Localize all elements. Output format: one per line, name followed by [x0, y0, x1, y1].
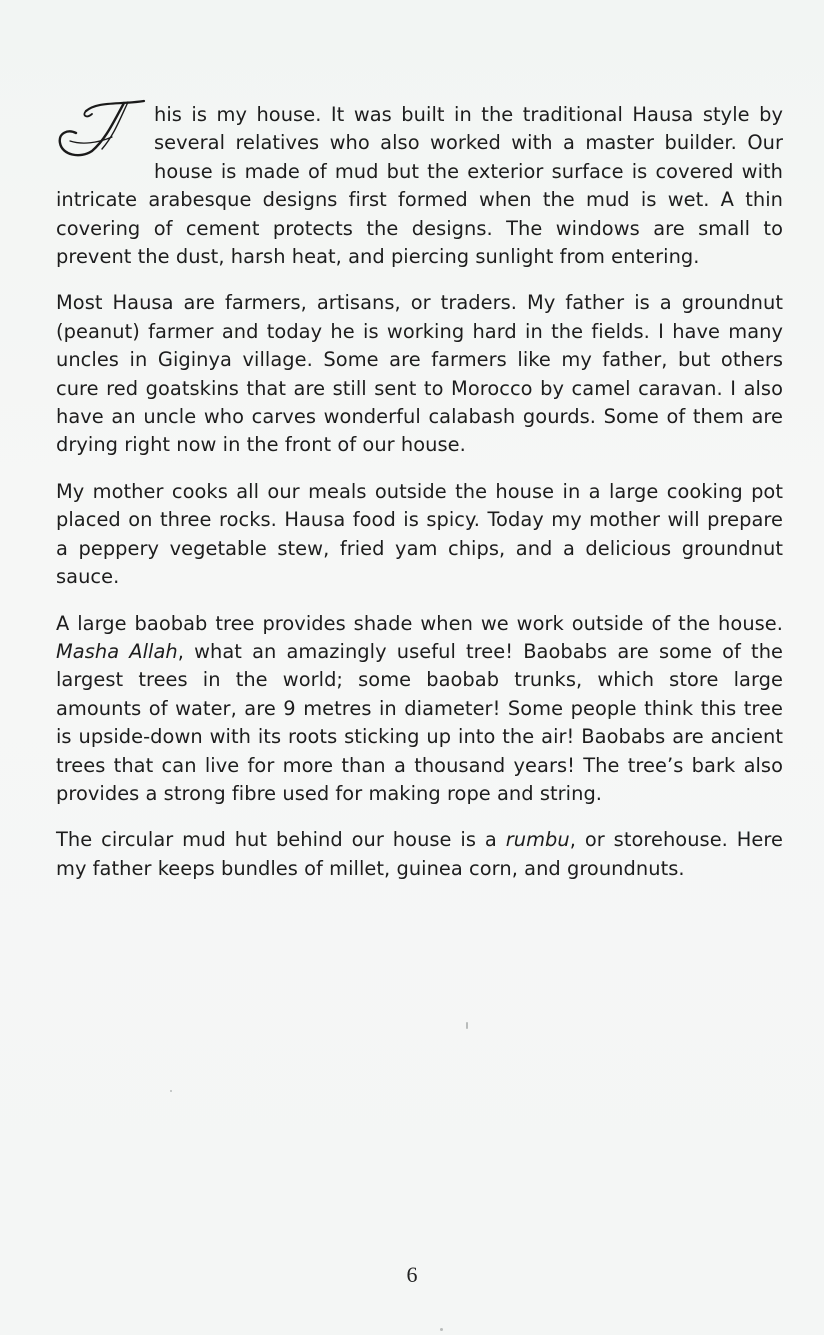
paragraph-3: My mother cooks all our meals outside the house in a large cooking pot placed on three rocks. Hausa food is spicy. Today my mother will prepare a peppery vegetable stew, fried yam chips, and a delicious groundnut sauce. — [56, 479, 783, 589]
paragraph-2: Most Hausa are farmers, artisans, or traders. My father is a groundnut (peanut) farmer and today he is working hard in the fields. I have many uncles in Giginya village. Some are farmers like my father, but others cure red goatskins that are still sent to Morocco by camel caravan. I also have an uncle who carves wonderful calabash gourds. Some of them are drying right now in the front of our house. — [56, 291, 783, 457]
paragraph-5-italic: rumbu — [505, 828, 570, 852]
paragraph-4 — [56, 610, 783, 809]
body-text — [56, 101, 783, 901]
paragraph-4-before: A large baobab tree provides shade when we work outside of the house. — [56, 611, 783, 635]
paragraph-5-after: , or storehouse. Here my father keeps bundles of millet, guinea corn, and groundnuts. — [56, 828, 783, 880]
paragraph-1-text: his is my house. It was built in the traditional Hausa style by several relatives who also worked with a master builder. Our house is made of mud but the exterior surface is covered with intricate arabesque designs first formed when the mud is wet. A thin covering of cement protects the designs. The windows are small to prevent the dust, harsh heat, and piercing sunlight from entering. — [56, 103, 783, 269]
paragraph-5-before: The circular mud hut behind our house is a — [56, 828, 506, 852]
drop-cap — [56, 97, 148, 159]
paragraph-4-after: , what an amazingly useful tree! Baobabs are some of the largest trees in the world; some baobab trunks, which store large amounts of water, are 9 metres in diameter! Some people think this tree is upside-down with its roots sticking up into the air! Baobabs are ancient trees that can live for more than a thousand years! The tree’s bark also provides a strong fibre used for making rope and string. — [56, 639, 784, 805]
paragraph-4-italic: Masha Allah — [56, 639, 178, 663]
paragraph-5 — [56, 826, 783, 883]
page-number: 6 — [406, 1262, 418, 1287]
paper-speck — [466, 1022, 468, 1029]
paragraph-1 — [56, 101, 783, 271]
drop-cap-glyph — [56, 97, 148, 161]
paper-speck — [440, 1328, 443, 1331]
paper-speck — [170, 1090, 172, 1092]
